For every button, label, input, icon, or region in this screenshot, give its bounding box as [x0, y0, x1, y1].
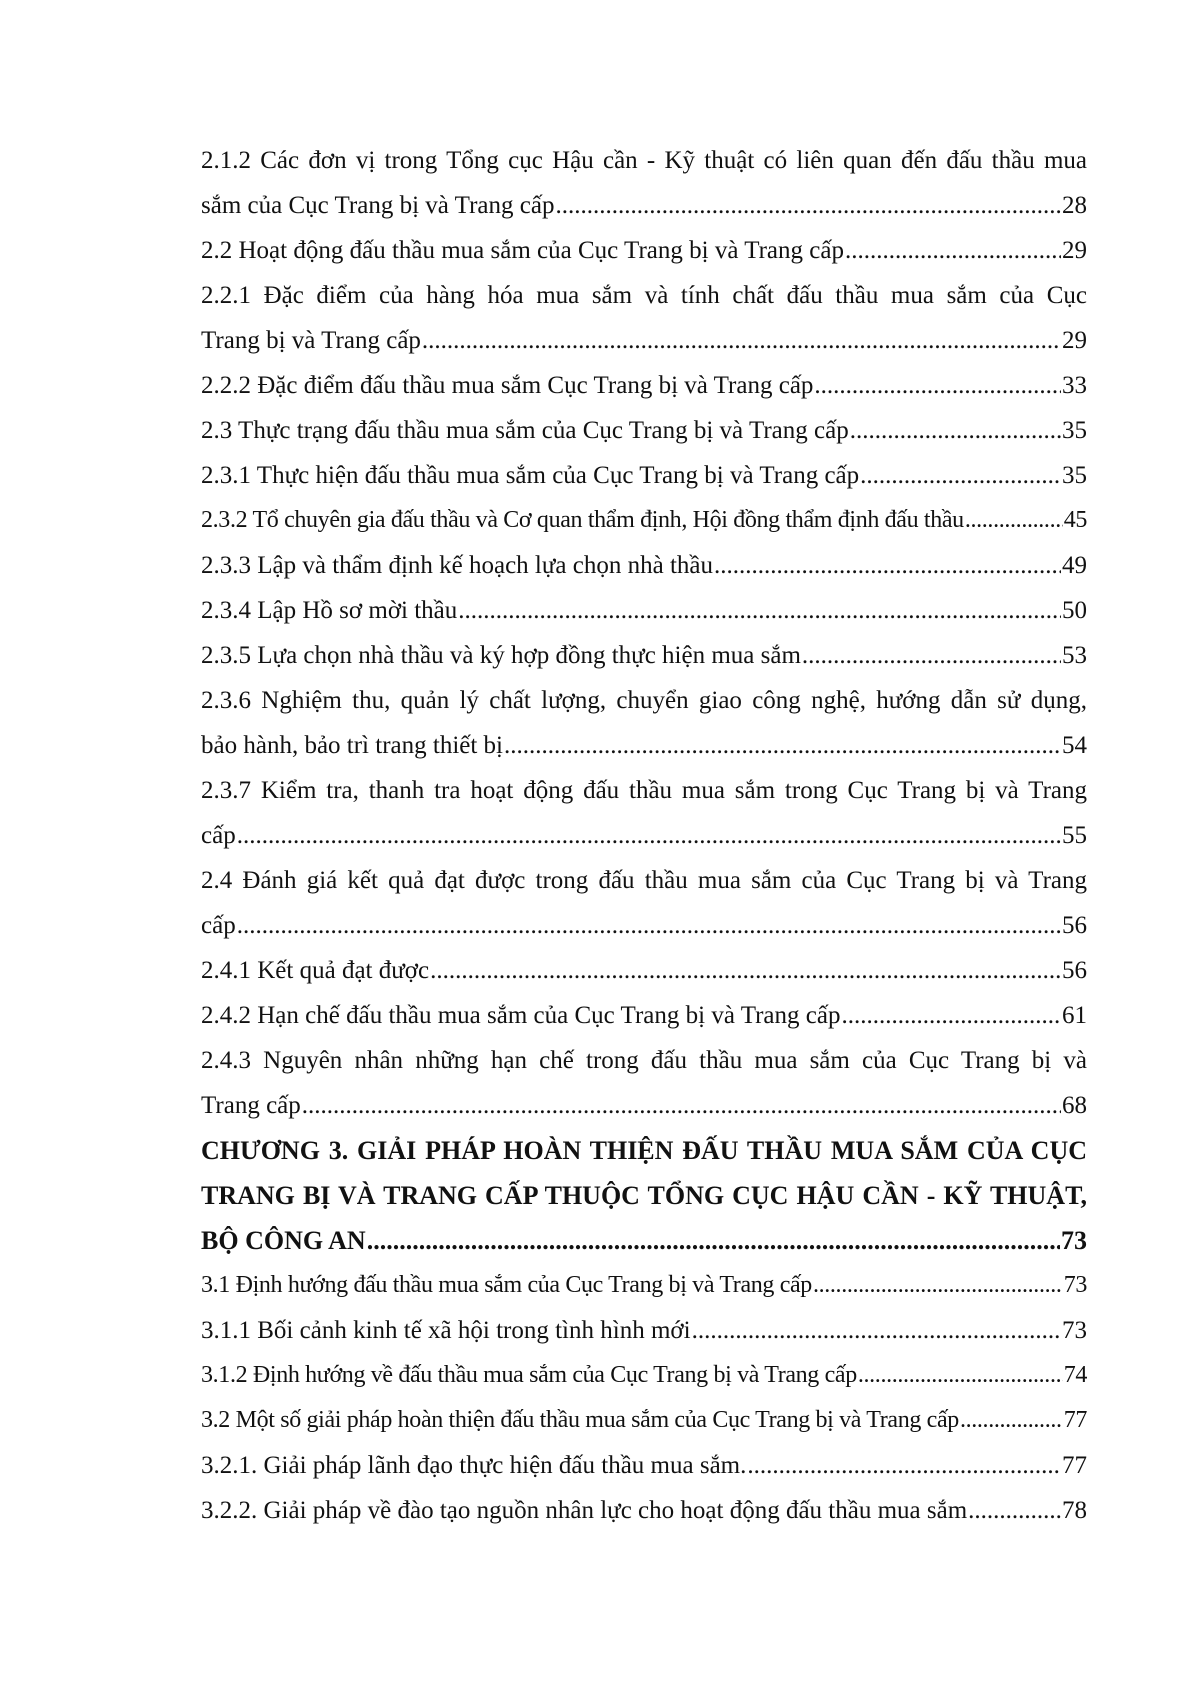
- toc-entry-title: 2.3.5 Lựa chọn nhà thầu và ký hợp đồng thực hiện mua sắm: [201, 642, 801, 669]
- toc-entry: [201, 408, 1087, 453]
- toc-page-number: 78: [1062, 1497, 1087, 1524]
- toc-entry-line: 2.1.2 Các đơn vị trong Tổng cục Hậu cần - Kỹ thuật có liên quan đến đấu thầu mua: [201, 147, 1087, 174]
- toc-page-number: 29: [1062, 327, 1087, 354]
- dot-leader: [858, 1353, 1063, 1398]
- toc-entry: [201, 543, 1087, 588]
- toc-entry: [201, 1263, 1087, 1308]
- toc-page-number: 77: [1063, 1407, 1087, 1433]
- toc-entry-title: cấp: [201, 822, 236, 849]
- toc-page-number: 61: [1062, 1002, 1087, 1029]
- toc-page-number: 29: [1062, 237, 1087, 264]
- toc-entry-title: bảo hành, bảo trì trang thiết bị: [201, 732, 504, 759]
- toc-entry-title: 3.1 Định hướng đấu thầu mua sắm của Cục Trang bị và Trang cấp: [201, 1272, 812, 1298]
- toc-entry-title: 2.2 Hoạt động đấu thầu mua sắm của Cục Trang bị và Trang cấp: [201, 237, 844, 264]
- dot-leader: [813, 1263, 1063, 1308]
- toc-entry-title: 2.3 Thực trạng đấu thầu mua sắm của Cục Trang bị và Trang cấp: [201, 417, 849, 444]
- toc-entry: [201, 183, 1087, 228]
- toc-page-number: 50: [1062, 597, 1087, 624]
- toc-page-number: 74: [1063, 1362, 1087, 1388]
- toc-entry-title: 3.2.2. Giải pháp về đào tạo nguồn nhân lực cho hoạt động đấu thầu mua sắm: [201, 1497, 968, 1524]
- toc-entry-line: 2.2.1 Đặc điểm của hàng hóa mua sắm và tính chất đấu thầu mua sắm của Cục: [201, 282, 1087, 309]
- toc-page-number: 73: [1061, 1226, 1087, 1255]
- toc-entry-title: 2.3.1 Thực hiện đấu thầu mua sắm của Cục Trang bị và Trang cấp: [201, 462, 860, 489]
- toc-entry-line: 2.4.3 Nguyên nhân những hạn chế trong đấu thầu mua sắm của Cục Trang bị và: [201, 1047, 1087, 1074]
- toc-page-number: 54: [1062, 732, 1087, 759]
- toc-entry: [201, 453, 1087, 498]
- dot-leader: [802, 633, 1061, 678]
- toc-entry: [201, 813, 1087, 858]
- dot-leader: [960, 1398, 1063, 1443]
- toc-page-number: 35: [1062, 417, 1087, 444]
- toc-entry: [201, 498, 1087, 543]
- toc-entry: [201, 723, 1087, 768]
- toc-entry-title: 2.4.2 Hạn chế đấu thầu mua sắm của Cục Trang bị và Trang cấp: [201, 1002, 841, 1029]
- toc-page-number: 73: [1062, 1317, 1087, 1344]
- dot-leader: [747, 1443, 1061, 1488]
- dot-leader: [965, 498, 1063, 543]
- toc-entry: [201, 633, 1087, 678]
- dot-leader: [841, 993, 1061, 1038]
- toc-entry-title: 3.1.1 Bối cảnh kinh tế xã hội trong tình hình mới: [201, 1317, 691, 1344]
- toc-entry-title: cấp: [201, 912, 236, 939]
- toc-page-number: 56: [1062, 957, 1087, 984]
- dot-leader: [968, 1488, 1061, 1533]
- dot-leader: [845, 228, 1061, 273]
- toc-entry-title: 2.3.4 Lập Hồ sơ mời thầu: [201, 597, 458, 624]
- dot-leader: [458, 588, 1061, 633]
- toc-entry-title: Trang bị và Trang cấp: [201, 327, 421, 354]
- toc-entry: [201, 1308, 1087, 1353]
- toc-entry-title: Trang cấp: [201, 1092, 301, 1119]
- table-of-contents: [201, 138, 1087, 1533]
- toc-page-number: 55: [1062, 822, 1087, 849]
- toc-entry: [201, 1488, 1087, 1533]
- toc-entry-title: sắm của Cục Trang bị và Trang cấp: [201, 192, 555, 219]
- dot-leader: [714, 543, 1061, 588]
- toc-entry: [201, 1398, 1087, 1443]
- toc-entry-title: BỘ CÔNG AN: [201, 1226, 366, 1255]
- toc-entry: [201, 1353, 1087, 1398]
- toc-page-number: 35: [1062, 462, 1087, 489]
- dot-leader: [237, 903, 1061, 948]
- dot-leader: [692, 1308, 1061, 1353]
- toc-entry-line: 2.4 Đánh giá kết quả đạt được trong đấu thầu mua sắm của Cục Trang bị và Trang: [201, 867, 1087, 894]
- toc-entry-title: 2.3.2 Tổ chuyên gia đấu thầu và Cơ quan thẩm định, Hội đồng thẩm định đấu thầu: [201, 507, 964, 533]
- toc-entry: [201, 948, 1087, 993]
- toc-page-number: 28: [1062, 192, 1087, 219]
- toc-page-number: 45: [1063, 507, 1087, 533]
- toc-entry-title: 2.2.2 Đặc điểm đấu thầu mua sắm Cục Trang bị và Trang cấp: [201, 372, 814, 399]
- toc-entry-line: 2.3.7 Kiểm tra, thanh tra hoạt động đấu thầu mua sắm trong Cục Trang bị và Trang: [201, 777, 1087, 804]
- toc-entry: [201, 903, 1087, 948]
- toc-page-number: 56: [1062, 912, 1087, 939]
- toc-page-number: 73: [1063, 1272, 1087, 1298]
- toc-entry-title: 3.2 Một số giải pháp hoàn thiện đấu thầu mua sắm của Cục Trang bị và Trang cấp: [201, 1407, 959, 1433]
- toc-entry: [201, 1218, 1087, 1263]
- toc-entry: [201, 1443, 1087, 1488]
- toc-page-number: 77: [1062, 1452, 1087, 1479]
- toc-entry-line: TRANG BỊ VÀ TRANG CẤP THUỘC TỔNG CỤC HẬU CẦN - KỸ THUẬT,: [201, 1181, 1087, 1210]
- dot-leader: [860, 453, 1061, 498]
- dot-leader: [237, 813, 1061, 858]
- dot-leader: [430, 948, 1061, 993]
- dot-leader: [302, 1083, 1061, 1128]
- toc-page-number: 68: [1062, 1092, 1087, 1119]
- dot-leader: [422, 318, 1061, 363]
- toc-entry: [201, 993, 1087, 1038]
- toc-entry: [201, 1083, 1087, 1128]
- toc-page-number: 53: [1062, 642, 1087, 669]
- toc-page-number: 33: [1062, 372, 1087, 399]
- toc-page-number: 49: [1062, 552, 1087, 579]
- toc-entry-line: CHƯƠNG 3. GIẢI PHÁP HOÀN THIỆN ĐẤU THẦU MUA SẮM CỦA CỤC: [201, 1136, 1087, 1165]
- dot-leader: [504, 723, 1061, 768]
- toc-entry-title: 3.1.2 Định hướng về đấu thầu mua sắm của Cục Trang bị và Trang cấp: [201, 1362, 857, 1388]
- dot-leader: [367, 1218, 1060, 1263]
- toc-entry: [201, 363, 1087, 408]
- toc-entry: [201, 588, 1087, 633]
- dot-leader: [850, 408, 1061, 453]
- dot-leader: [814, 363, 1061, 408]
- toc-entry-title: 3.2.1. Giải pháp lãnh đạo thực hiện đấu thầu mua sắm.: [201, 1452, 747, 1479]
- toc-entry-title: 2.3.3 Lập và thẩm định kế hoạch lựa chọn nhà thầu: [201, 552, 714, 579]
- toc-entry-line: 2.3.6 Nghiệm thu, quản lý chất lượng, chuyển giao công nghệ, hướng dẫn sử dụng,: [201, 687, 1087, 714]
- toc-entry: [201, 318, 1087, 363]
- toc-entry: [201, 228, 1087, 273]
- toc-entry-title: 2.4.1 Kết quả đạt được: [201, 957, 430, 984]
- dot-leader: [555, 183, 1061, 228]
